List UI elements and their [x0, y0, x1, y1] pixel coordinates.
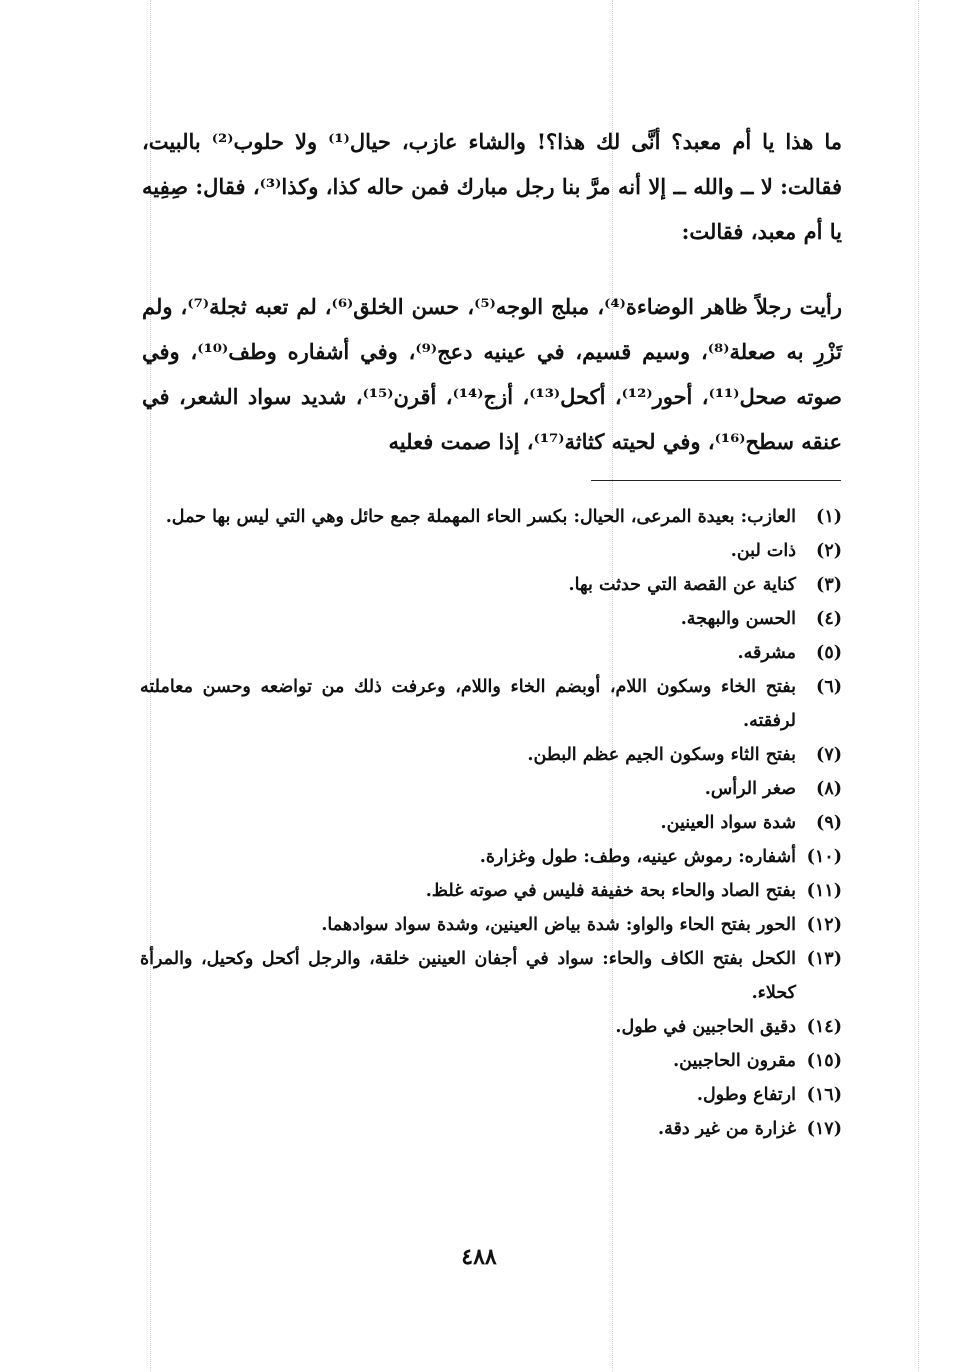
footnote-item — [140, 1112, 842, 1146]
footnote-text: صغر الرأس. — [704, 779, 796, 799]
footnote-number: (٥) — [816, 643, 842, 663]
footnote-item — [140, 874, 842, 908]
footnote-text: شدة سواد العينين. — [660, 813, 796, 833]
footnote-number: (١٣) — [806, 949, 842, 969]
footnote-number: (٩) — [816, 813, 842, 833]
body-paragraph-2: رأيت رجلاً ظاهر الوضاءة⁽⁴⁾، مبلج الوجه⁽⁵⁾، حسن الخلق⁽⁶⁾، لم تعبه ثجلة⁽⁷⁾، ولم تَزْرِ به صعلة⁽⁸⁾، وسيم قسيم، في عينيه دعج⁽⁹⁾، وفي أشفاره وطف⁽¹⁰⁾، وفي صوته صحل⁽¹¹⁾، أحور⁽¹²⁾، أكحل⁽¹³⁾، أزج⁽¹⁴⁾، أقرن⁽¹⁵⁾، شديد سواد الشعر، في عنقه سطح⁽¹⁶⁾، وفي لحيته كثاثة⁽¹⁷⁾، إذا صمت فعليه — [142, 294, 843, 454]
footnote-number: (١٢) — [806, 915, 842, 935]
scan-artifact-line — [918, 0, 919, 1372]
footnote-text: كناية عن القصة التي حدثت بها. — [568, 575, 796, 595]
footnote-item — [140, 500, 842, 534]
footnote-text: ارتفاع وطول. — [696, 1085, 796, 1105]
footnote-text: مقرون الحاجبين. — [673, 1051, 796, 1071]
footnote-item — [140, 840, 842, 874]
footnote-text: دقيق الحاجبين في طول. — [615, 1017, 796, 1037]
footnote-number: (٢) — [816, 541, 842, 561]
footnote-text: العازب: بعيدة المرعى، الحيال: بكسر الحاء المهملة جمع حائل وهي التي ليس بها حمل. — [165, 507, 796, 527]
body-paragraph-1: ما هذا يا أم معبد؟ أنَّى لك هذا؟! والشاء عازب، حيال⁽¹⁾ ولا حلوب⁽²⁾ بالبيت، فقالت: لا ــ والله ــ إلا أنه مرَّ بنا رجل مبارك فمن حاله كذا، وكذا⁽³⁾، فقال: صِفِيه يا أم معبد، فقالت: — [142, 129, 842, 244]
footnote-item — [140, 806, 842, 840]
footnote-text: أشفاره: رموش عينيه، وطف: طول وغزارة. — [479, 847, 796, 867]
footnote-item — [140, 636, 842, 670]
footnote-item — [140, 738, 842, 772]
footnote-item — [140, 1044, 842, 1078]
footnote-number: (١١) — [806, 881, 842, 901]
footnote-item — [140, 908, 842, 942]
footnote-item — [140, 1078, 842, 1112]
footnote-text: ذات لبن. — [730, 541, 796, 561]
footnote-text: بفتح الخاء وسكون اللام، أوبضم الخاء واللام، وعرفت ذلك من تواضعه وحسن معاملته لرفقته. — [140, 677, 796, 731]
footnote-text: الكحل بفتح الكاف والحاء: سواد في أجفان العينين خلقة، والرجل أكحل وكحيل، والمرأة كحلاء. — [140, 949, 796, 1003]
footnote-item — [140, 534, 842, 568]
footnote-number: (١٤) — [806, 1017, 842, 1037]
footnote-text: الحور بفتح الحاء والواو: شدة بياض العينين، وشدة سواد سوادهما. — [321, 915, 796, 935]
footnote-number: (٨) — [816, 779, 842, 799]
footnotes-list — [140, 500, 842, 1146]
footnote-number: (١٠) — [806, 847, 842, 867]
footnote-item — [140, 602, 842, 636]
footnote-number: (٤) — [816, 609, 842, 629]
footnote-text: غزارة من غير دقة. — [658, 1119, 796, 1139]
footnote-item — [140, 1010, 842, 1044]
footnote-number: (٧) — [816, 745, 842, 765]
footnote-number: (١٧) — [806, 1119, 842, 1139]
footnote-number: (٣) — [816, 575, 842, 595]
footnote-separator — [591, 480, 841, 481]
footnote-item — [140, 942, 842, 1010]
footnote-number: (١) — [816, 507, 842, 527]
footnote-number: (١٥) — [806, 1051, 842, 1071]
page-number: ٤٨٨ — [461, 1244, 497, 1270]
footnote-item — [140, 772, 842, 806]
footnote-text: بفتح الصاد والحاء بحة خفيفة فليس في صوته غلظ. — [425, 881, 796, 901]
footnote-number: (٦) — [816, 677, 842, 697]
footnote-text: الحسن والبهجة. — [680, 609, 796, 629]
footnote-text: بفتح الثاء وسكون الجيم عظم البطن. — [527, 745, 796, 765]
footnote-number: (١٦) — [806, 1085, 842, 1105]
footnote-item — [140, 568, 842, 602]
footnote-item — [140, 670, 842, 738]
footnote-text: مشرقه. — [737, 643, 796, 663]
